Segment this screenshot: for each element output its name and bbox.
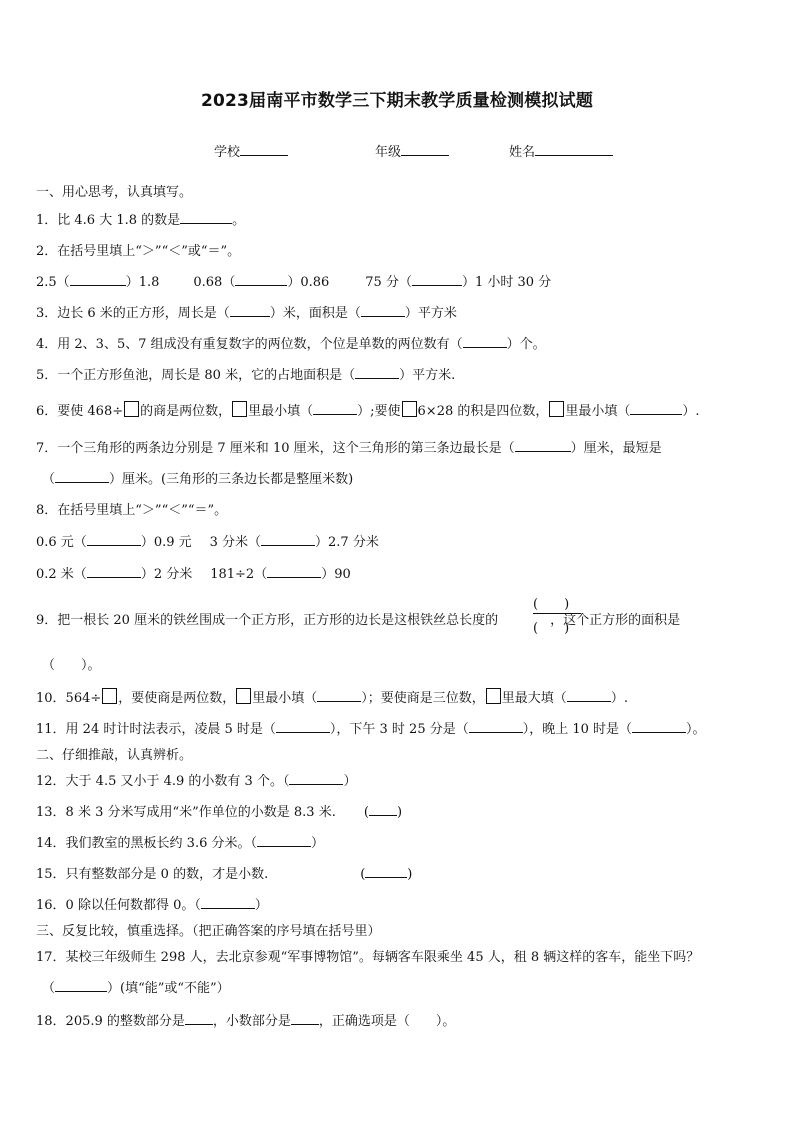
grade-blank[interactable] (401, 142, 449, 156)
question-8: 8．在括号里填上“＞”“＜”“＝”。 (36, 503, 228, 518)
q13-text-a: 13．8 米 3 分米写成用“米”作单位的小数是 8.3 米. (36, 805, 336, 820)
q18-blank-1[interactable] (185, 1012, 213, 1025)
q17-text-c: ）(填“能”或“不能”） (107, 981, 230, 996)
question-15 (36, 863, 412, 882)
q6-box-4[interactable] (549, 401, 564, 417)
q1-blank[interactable] (180, 211, 232, 224)
q2-c-left: 75 分（ (365, 275, 412, 290)
q16-blank[interactable] (201, 896, 255, 909)
q11-text-a: 11．用 24 时计时法表示，凌晨 5 时是（ (36, 722, 276, 737)
q6-box-2[interactable] (232, 401, 247, 417)
q9-fraction-bar (533, 613, 581, 614)
q3-text-a: 3．边长 6 米的正方形，周长是（ (36, 306, 230, 321)
section-2-heading: 二、仔细推敲，认真辨析。 (36, 748, 193, 763)
question-18 (36, 1010, 455, 1029)
question-14 (36, 832, 324, 851)
question-9-cont: （ ）。 (42, 658, 101, 673)
q6-text-b: 的商是两位数， (140, 404, 232, 419)
q10-box-3[interactable] (486, 688, 501, 704)
q8-r2-b-blank[interactable] (267, 565, 321, 578)
section-3-heading: 三、反复比较，慎重选择。（把正确答案的序号填在括号里） (36, 924, 381, 939)
q9-numerator[interactable]: ( ) (533, 597, 570, 612)
q18-text-a: 18．205.9 的整数部分是 (36, 1014, 185, 1029)
question-16 (36, 894, 268, 913)
section-1-heading: 一、用心思考，认真填写。 (36, 185, 193, 200)
q2-b-right: ）0.86 (287, 275, 330, 290)
q5-text-b: ）平方米. (399, 368, 456, 383)
name-blank[interactable] (535, 142, 613, 156)
q7-text-a: 7．一个三角形的两条边分别是 7 厘米和 10 厘米，这个三角形的第三条边最长是（ (36, 441, 515, 456)
q14-text-a: 14．我们教室的黑板长约 3.6 分米。（ (36, 836, 257, 851)
q14-text-b: ） (310, 836, 324, 851)
q6-text-c: 里最小填（ (248, 404, 314, 419)
q7-text-c: （ (42, 472, 56, 487)
q13-paren-close: ) (396, 805, 403, 820)
q6-text-f: 里最小填（ (565, 404, 631, 419)
q8-r2-b-left: 181÷2（ (210, 567, 268, 582)
q11-blank-2[interactable] (469, 720, 523, 733)
q10-blank-2[interactable] (567, 689, 611, 702)
q10-box-2[interactable] (236, 688, 251, 704)
question-13 (36, 801, 402, 820)
q2-b-left: 0.68（ (193, 275, 236, 290)
question-9 (36, 609, 680, 628)
grade-label: 年级 (375, 145, 402, 160)
q11-text-d: ）。 (686, 722, 706, 737)
q2-a-right: ）1.8 (125, 275, 160, 290)
q13-blank[interactable] (369, 803, 397, 816)
q12-text-b: ） (343, 774, 357, 789)
q15-text-a: 15．只有整数部分是 0 的数，才是小数. (36, 867, 269, 882)
q2-c-blank[interactable] (412, 273, 462, 286)
q2-a-left: 2.5（ (36, 275, 70, 290)
q13-paren-open: ( (363, 805, 369, 820)
q6-text-g: ）. (682, 404, 700, 419)
q10-text-b: ，要使商是两位数， (118, 691, 236, 706)
grade-field[interactable] (375, 141, 449, 160)
q14-blank[interactable] (257, 834, 311, 847)
q8-r1-a-right: ）0.9 元 (140, 535, 192, 550)
q9-denominator[interactable]: ( ) (533, 621, 570, 636)
question-3 (36, 302, 457, 321)
q12-blank[interactable] (289, 772, 343, 785)
q9-fraction[interactable] (533, 593, 581, 637)
q7-blank-2[interactable] (55, 470, 109, 483)
q9-text-a: 9．把一根长 20 厘米的铁丝围成一个正方形，正方形的边长是这根铁丝总长度的 (36, 613, 499, 628)
question-8-row-2 (36, 563, 351, 582)
q3-blank-2[interactable] (361, 304, 405, 317)
name-label: 姓名 (509, 145, 536, 160)
q6-text-d: ）;要使 (357, 404, 401, 419)
q6-box-3[interactable] (402, 401, 417, 417)
q8-r2-b-right: ）90 (321, 567, 351, 582)
school-field[interactable] (214, 141, 288, 160)
q6-blank-1[interactable] (313, 402, 357, 415)
q11-text-c: ），晚上 10 时是（ (522, 722, 633, 737)
q4-text-a: 4．用 2、3、5、7 组成没有重复数字的两位数，个位是单数的两位数有（ (36, 337, 463, 352)
q5-blank[interactable] (355, 366, 399, 379)
q2-c-right: ）1 小时 30 分 (461, 275, 552, 290)
q8-r1-b-blank[interactable] (261, 533, 315, 546)
q8-r1-b-left: 3 分米（ (209, 535, 262, 550)
q18-text-b: ，小数部分是 (212, 1014, 291, 1029)
q4-blank[interactable] (463, 335, 507, 348)
q2-a-blank[interactable] (70, 273, 126, 286)
q3-text-c: ）平方米 (404, 306, 457, 321)
q8-r1-b-right: ）2.7 分米 (315, 535, 379, 550)
q5-text-a: 5．一个正方形鱼池，周长是 80 米，它的占地面积是（ (36, 368, 356, 383)
q1-text: 1．比 4.6 大 1.8 的数是 (36, 213, 181, 228)
q8-r1-a-blank[interactable] (87, 533, 141, 546)
q12-text-a: 12．大于 4.5 又小于 4.9 的小数有 3 个。（ (36, 774, 290, 789)
q7-blank-1[interactable] (515, 439, 571, 452)
q16-text-b: ） (254, 898, 268, 913)
question-7-cont (42, 468, 353, 487)
q3-blank-1[interactable] (230, 304, 270, 317)
q10-text-c: 里最小填（ (252, 691, 318, 706)
school-blank[interactable] (240, 142, 288, 156)
q6-box-1[interactable] (124, 401, 139, 417)
q18-text-c: ，正确选项是（ ）。 (318, 1014, 456, 1029)
q7-text-d: ）厘米。(三角形的三条边长都是整厘米数) (109, 472, 354, 487)
q8-r2-a-blank[interactable] (87, 565, 141, 578)
q9-text-b: ，这个正方形的面积是 (550, 613, 681, 628)
question-1 (36, 209, 245, 228)
question-11 (36, 718, 706, 737)
q11-blank-1[interactable] (276, 720, 330, 733)
question-2-row (36, 271, 551, 290)
q6-text-a: 6．要使 468÷ (36, 404, 124, 419)
name-field[interactable] (509, 141, 613, 160)
school-label: 学校 (214, 145, 241, 160)
q10-text-f: ）. (610, 691, 628, 706)
q11-blank-3[interactable] (632, 720, 686, 733)
q8-r2-a-left: 0.2 米（ (36, 567, 87, 582)
question-8-row-1 (36, 531, 379, 550)
q16-text-a: 16．0 除以任何数都得 0。（ (36, 898, 201, 913)
q8-r2-a-right: ）2 分米 (140, 567, 193, 582)
q10-box-1[interactable] (102, 688, 117, 704)
q15-blank[interactable] (365, 865, 407, 878)
q17-blank[interactable] (55, 979, 107, 992)
page-title: 2023届南平市数学三下期末教学质量检测模拟试题 (200, 91, 594, 111)
q11-text-b: ），下午 3 时 25 分是（ (329, 722, 469, 737)
q6-blank-2[interactable] (630, 402, 682, 415)
q10-text-d: ）；要使商是三位数， (361, 691, 485, 706)
question-17: 17．某校三年级师生 298 人，去北京参观“军事博物馆”。每辆客车限乘坐 45 人，租 8 辆这样的客车，能坐下吗？ (36, 950, 700, 965)
q10-blank-1[interactable] (317, 689, 361, 702)
question-2: 2．在括号里填上“＞”“＜”或“＝”。 (36, 244, 241, 259)
q17-text-b: （ (42, 981, 56, 996)
q7-text-b: ）厘米，最短是 (570, 441, 662, 456)
question-4 (36, 333, 546, 352)
q2-b-blank[interactable] (235, 273, 287, 286)
q6-text-e: 6×28 的积是四位数， (417, 404, 549, 419)
question-7 (36, 437, 662, 456)
question-5 (36, 364, 455, 383)
q4-text-b: ）个。 (506, 337, 546, 352)
question-17-cont (42, 977, 230, 996)
q15-paren-close: ) (407, 867, 413, 882)
q3-text-b: ）米，面积是（ (269, 306, 361, 321)
question-6 (36, 400, 700, 419)
question-10 (36, 687, 628, 706)
q1-end: 。 (232, 213, 246, 228)
q18-blank-2[interactable] (291, 1012, 319, 1025)
q10-text-a: 10．564÷ (36, 691, 102, 706)
q8-r1-a-left: 0.6 元（ (36, 535, 87, 550)
q10-text-e: 里最大填（ (501, 691, 567, 706)
q15-paren-open: ( (360, 867, 366, 882)
question-12 (36, 770, 356, 789)
